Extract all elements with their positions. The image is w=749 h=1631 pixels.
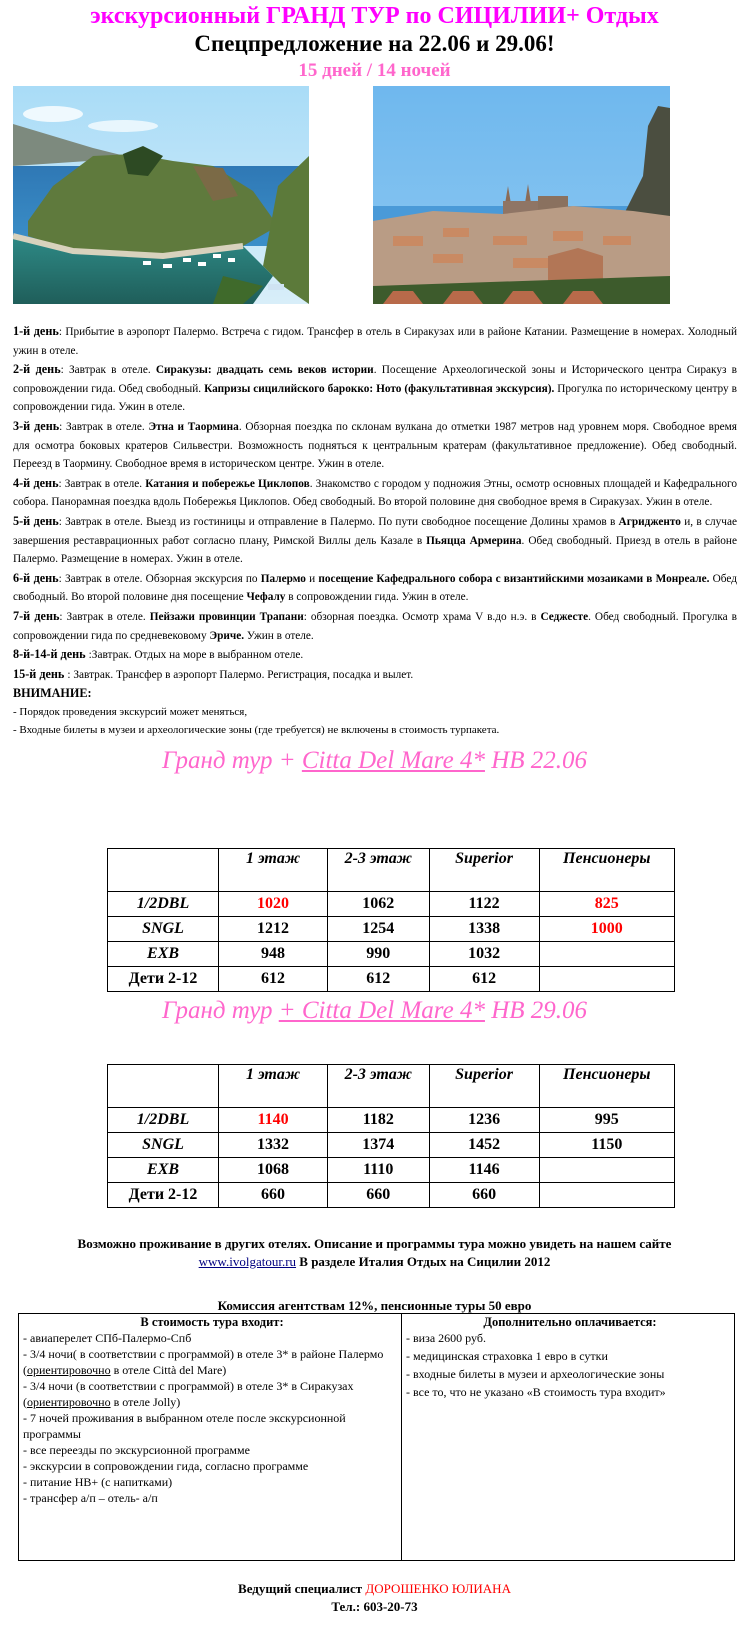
tour-program (13, 322, 737, 740)
day-text: :Завтрак. Отдых на море в выбранном отеле. (88, 649, 304, 662)
contact-phone: Тел.: 603-20-73 (331, 1599, 418, 1614)
extra-cost-column (402, 1314, 734, 1560)
included-item (23, 1458, 401, 1474)
included-item-text: - трансфер а/п – отель- а/п (23, 1491, 158, 1505)
day-text: и (305, 572, 319, 585)
day-text: . Знакомство с городом у подножия Этны, осмотр основных площадей и Кафедрального собора. Панорамная поездка вдоль Побережья Циклопов. Обед свободный. Во второй половине дня свободное время в Сиракузах. Ужин в отеле. (13, 477, 738, 509)
contact-person (0, 1581, 749, 1597)
program-day (13, 645, 737, 665)
offer-title-prefix: Гранд тур (161, 997, 279, 1024)
table-row (108, 917, 675, 942)
day-label: 4-й день (13, 475, 59, 490)
attention-item: - Входные билеты в музеи и археологические зоны (где требуется) не включены в стоимость турпакета. (13, 724, 500, 737)
note-line-1: Возможно проживание в других отелях. Описание и программы тура можно увидеть на нашем сайте (77, 1236, 672, 1251)
day-text: в сопровождении гида. Ужин в отеле. (285, 591, 469, 604)
included-item-text: - 7 ночей проживания в выбранном отеле после экскурсионной программы (23, 1411, 346, 1441)
day-highlight: Пьяцца Армерина (426, 534, 522, 547)
price-cell (539, 942, 674, 967)
row-label: Дети 2-12 (108, 967, 219, 992)
day-highlight: Капризы сицилийского барокко: Ното (факультативная экскурсия). (204, 382, 555, 395)
column-header: Superior (429, 1065, 539, 1108)
day-highlight: Сиракузы: двадцать семь веков истории (155, 364, 374, 377)
column-header: Пенсионеры (539, 1065, 674, 1108)
price-cell: 1374 (328, 1133, 430, 1158)
column-header: 1 этаж (219, 849, 328, 892)
included-item (23, 1490, 401, 1506)
included-list (23, 1330, 401, 1506)
day-label: 8-й-14-й день (13, 647, 89, 662)
day-highlight: Палермо (260, 572, 306, 585)
price-cell: 1146 (429, 1158, 539, 1183)
column-header: 2-3 этаж (328, 1065, 430, 1108)
day-label: 3-й день (13, 418, 60, 433)
day-highlight: Пейзажи провинции Трапани (149, 610, 304, 623)
price-cell: 612 (429, 967, 539, 992)
row-label: SNGL (108, 917, 219, 942)
included-item-text: ориентировочно (27, 1363, 111, 1377)
included-item (23, 1346, 401, 1378)
row-label: Дети 2-12 (108, 1183, 219, 1208)
included-item (23, 1474, 401, 1490)
day-label: 6-й день (13, 570, 59, 585)
price-cell: 1182 (328, 1108, 430, 1133)
price-cell: 1000 (539, 917, 674, 942)
day-highlight: Агридженто (618, 515, 681, 528)
cefalu-town-photo (373, 86, 670, 304)
price-table-2206 (107, 848, 675, 992)
price-table-2906 (107, 1064, 675, 1208)
day-text: : Завтрак в отеле. (58, 477, 146, 490)
price-cell: 1020 (219, 892, 328, 917)
price-cell: 1150 (539, 1133, 674, 1158)
day-highlight: Этна и Таормина (148, 420, 239, 433)
row-label: 1/2DBL (108, 1108, 219, 1133)
included-item-text: в отеле Jolly) (110, 1395, 181, 1409)
price-cell: 825 (539, 892, 674, 917)
program-day (13, 360, 737, 417)
offer-title-prefix: Гранд тур + (161, 747, 302, 774)
price-cell: 612 (328, 967, 430, 992)
program-day (13, 417, 737, 474)
price-cell: 1254 (328, 917, 430, 942)
table-row (108, 1183, 675, 1208)
price-cell: 948 (219, 942, 328, 967)
day-highlight: Седжесте (540, 610, 589, 623)
price-cell: 1212 (219, 917, 328, 942)
table-header-row (108, 1065, 675, 1108)
day-text: : Завтрак в отеле. (60, 364, 156, 377)
price-cell: 1332 (219, 1133, 328, 1158)
included-item-text: - авиаперелет СПб-Палермо-Спб (23, 1331, 192, 1345)
day-highlight: посещение Кафедрального собора с византийскими мозаиками в Монреале. (318, 572, 710, 585)
program-day (13, 512, 737, 569)
commission-text: Комиссия агентствам 12%, пенсионные туры 50 евро (217, 1298, 532, 1313)
included-column (19, 1314, 402, 1560)
day-text: Ужин в отеле. (244, 629, 314, 642)
inclusions-box (18, 1313, 735, 1561)
table-row (108, 1158, 675, 1183)
price-cell: 1338 (429, 917, 539, 942)
program-day (13, 665, 737, 685)
attention-item: - Порядок проведения экскурсий может меняться, (13, 705, 248, 718)
day-label: 2-й день (13, 362, 61, 377)
table-header-row (108, 849, 675, 892)
day-label: 1-й день (13, 324, 59, 338)
extra-item: - медицинская страховка 1 евро в сутки (406, 1349, 608, 1363)
page-title: экскурсионный ГРАНД ТУР по СИЦИЛИИ+ Отдых (90, 3, 659, 29)
column-header: Пенсионеры (539, 849, 674, 892)
row-label: 1/2DBL (108, 892, 219, 917)
day-text: : Завтрак в отеле. Выезд из гостиницы и отправление в Палермо. По пути свободное посещение Долины храмов в (58, 515, 619, 528)
day-text: : Завтрак в отеле. (59, 610, 150, 623)
day-text: . Обед свободный. Прогулка в сопровождении гида по средневековому (13, 610, 738, 642)
table-row (108, 1133, 675, 1158)
offer-title-2206 (0, 746, 749, 776)
price-cell: 1140 (219, 1108, 328, 1133)
program-day (13, 322, 737, 360)
day-text: и, в случае завершения реставрационных работ согласно плану, Римской Виллы дель Казале в (13, 515, 737, 547)
included-item-text: - 3/4 ночи( в соответствии с программой) в отеле 3* в районе Палермо ( (23, 1347, 384, 1377)
program-day (13, 569, 737, 607)
day-text: : Завтрак. Трансфер в аэропорт Палермо. Регистрация, посадка и вылет. (67, 668, 414, 681)
other-hotels-note (0, 1235, 749, 1271)
included-item (23, 1410, 401, 1442)
price-cell: 1062 (328, 892, 430, 917)
day-text: . Обед свободный. Приезд в отель в районе Палермо. Размещение в номерах. Ужин в отеле. (13, 534, 737, 566)
included-item-text: - питание HB+ (с напитками) (23, 1475, 173, 1489)
attention-heading: ВНИМАНИЕ (13, 686, 88, 701)
included-item-text: - все переезды по экскурсионной программе (23, 1443, 250, 1457)
included-item-text: - 3/4 ночи (в соответствии с программой) в отеле 3* в Сиракузах ( (23, 1379, 354, 1409)
program-day (13, 474, 737, 512)
day-text: . Посещение Археологической зоны и Исторического центра Сиракуз в сопровождении гида. Обед свободный. (13, 364, 738, 395)
extra-item: - все то, что не указано «В стоимость тура входит» (406, 1385, 666, 1399)
day-highlight: Эриче. (209, 629, 245, 642)
table-row (108, 942, 675, 967)
price-cell: 660 (429, 1183, 539, 1208)
day-label: 5-й день (13, 513, 59, 528)
included-heading: В стоимость тура входит: (140, 1315, 284, 1329)
included-item-text: ориентировочно (27, 1395, 111, 1409)
price-cell: 1110 (328, 1158, 430, 1183)
offer-title-suffix: HB 22.06 (484, 747, 588, 774)
included-item-text: - экскурсии в сопровождении гида, согласно программе (23, 1459, 309, 1473)
row-label: SNGL (108, 1133, 219, 1158)
day-text: Обед свободный. Во второй половине дня посещение (13, 572, 738, 604)
price-cell (539, 967, 674, 992)
table-row (108, 892, 675, 917)
attention-label: ВНИМАНИЕ: (13, 686, 92, 701)
day-text: : Прибытие в аэропорт Палермо. Встреча с гидом. Трансфер в отель в Сиракузах или в районе Катании. Размещение в номерах. Холодный ужин в отеле. (13, 326, 737, 357)
extra-item: - входные билеты в музеи и археологические зоны (406, 1367, 665, 1381)
included-item (23, 1378, 401, 1410)
column-header: Superior (429, 849, 539, 892)
day-text: . Обзорная поездка по склонам вулкана до отметки 1987 метров над уровнем моря. Свободное время для осмотра боковых кратеров Сильвестри. Возможность подняться к центральным кратерам (факультативное предложение). Обед свободный. Переезд в Таормину. Свободное время в историческом центре. Ужин в отеле. (13, 420, 738, 471)
price-cell: 612 (219, 967, 328, 992)
contact-name: ДОРОШЕНКО ЮЛИАНА (365, 1581, 511, 1596)
day-highlight: Чефалу (246, 591, 286, 604)
included-item (23, 1330, 401, 1346)
day-label: 15-й день (13, 666, 68, 681)
price-cell: 1068 (219, 1158, 328, 1183)
day-label: 7-й день (13, 608, 60, 623)
isola-bella-bay-photo (13, 86, 309, 304)
price-cell: 660 (328, 1183, 430, 1208)
column-header (108, 849, 219, 892)
row-label: EXB (108, 1158, 219, 1183)
note-line-2 (0, 1253, 749, 1271)
offer-title-suffix: HB 29.06 (484, 997, 588, 1024)
price-cell (539, 1183, 674, 1208)
price-cell (539, 1158, 674, 1183)
price-cell: 1452 (429, 1133, 539, 1158)
day-text: Прогулка по историческому центру в сопровождении гида. Ужин в отеле. (13, 382, 737, 414)
day-text: : Завтрак в отеле. (59, 420, 149, 433)
included-item-text: в отеле Città del Mare) (110, 1363, 227, 1377)
price-cell: 1236 (429, 1108, 539, 1133)
special-offer-subtitle: Спецпредложение на 22.06 и 29.06! (194, 31, 555, 56)
extra-item: - виза 2600 руб. (406, 1331, 486, 1345)
included-item (23, 1442, 401, 1458)
extra-heading: Дополнительно оплачивается: (483, 1315, 657, 1329)
extra-list (406, 1330, 734, 1400)
day-highlight: Катания и побережье Циклопов (145, 477, 310, 490)
table-row (108, 1108, 675, 1133)
tour-duration: 15 дней / 14 ночей (298, 60, 451, 81)
price-cell: 990 (328, 942, 430, 967)
offer-title-hotel: + Citta Del Mare 4* (278, 997, 485, 1024)
contact-role: Ведущий специалист (238, 1581, 366, 1596)
offer-title-2906 (0, 996, 749, 1026)
offer-title-hotel: Citta Del Mare 4* (301, 747, 485, 774)
column-header: 1 этаж (219, 1065, 328, 1108)
row-label: EXB (108, 942, 219, 967)
table-row (108, 967, 675, 992)
day-text: : обзорная поездка. Осмотр храма V в.до н.э. в (303, 610, 541, 623)
price-cell: 1122 (429, 892, 539, 917)
note-section: В разделе Италия Отдых на Сицилии 2012 (296, 1254, 551, 1269)
price-cell: 660 (219, 1183, 328, 1208)
price-cell: 995 (539, 1108, 674, 1133)
website-link[interactable]: www.ivolgatour.ru (198, 1254, 297, 1269)
day-text: : Завтрак в отеле. Обзорная экскурсия по (58, 572, 261, 585)
column-header: 2-3 этаж (328, 849, 430, 892)
column-header (108, 1065, 219, 1108)
price-cell: 1032 (429, 942, 539, 967)
program-day (13, 607, 737, 645)
